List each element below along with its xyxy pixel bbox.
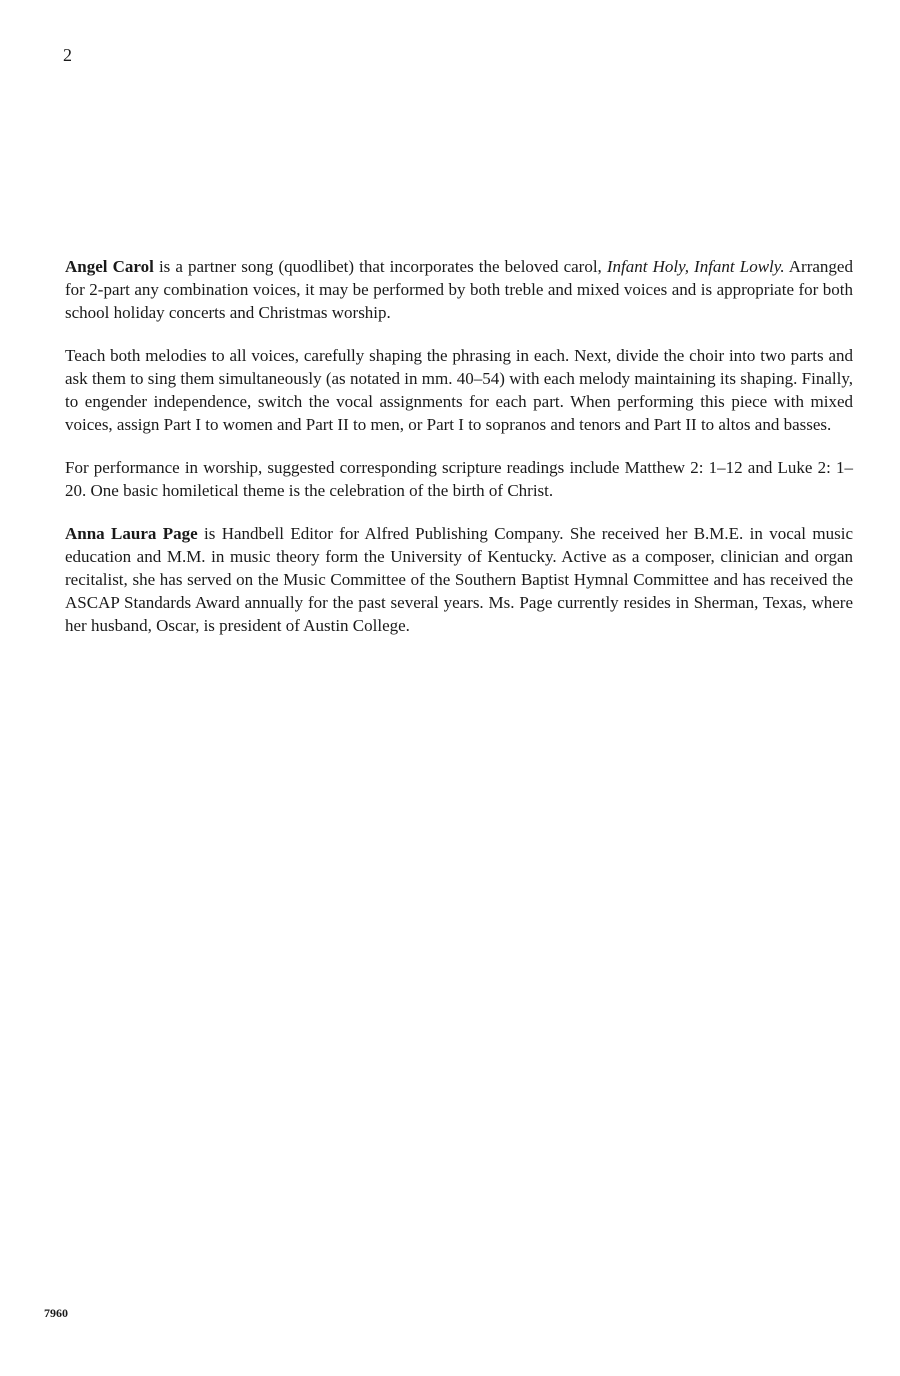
paragraph-worship: For performance in worship, suggested corresponding scripture readings include Matthew 2: 1–12 and Luke 2: 1–20. One basic homiletical theme is the celebration of the birth of Christ. bbox=[65, 458, 853, 500]
page-number: 2 bbox=[63, 45, 72, 65]
catalog-number: 7960 bbox=[44, 1306, 68, 1320]
intro-text-a: is a partner song (quodlibet) that incorporates the beloved carol, bbox=[153, 257, 607, 276]
paragraph-intro bbox=[65, 255, 853, 324]
paragraph-teaching: Teach both melodies to all voices, carefully shaping the phrasing in each. Next, divide the choir into two parts and ask them to sing them simultaneously (as notated in mm. 40–54) with each melody maintaining its shaping. Finally, to engender independence, switch the vocal assignments for each part. When performing this piece with mixed voices, assign Part I to women and Part II to men, or Part I to sopranos and tenors and Part II to altos and basses. bbox=[65, 346, 853, 434]
paragraph-bio bbox=[65, 522, 853, 637]
intro-text-b: Arranged for 2-part any combination voices, it may be performed by both treble and mixed voices and is appropriate for both school holiday concerts and Christmas worship. bbox=[65, 257, 853, 322]
song-title: Angel Carol bbox=[65, 257, 154, 276]
carol-title: Infant Holy, Infant Lowly. bbox=[606, 257, 785, 276]
bio-text: is Handbell Editor for Alfred Publishing Company. She received her B.M.E. in vocal music education and M.M. in music theory form the University of Kentucky. Active as a composer, clinician and organ recitalist, she has served on the Music Committee of the Southern Baptist Hymnal Committee and has received the ASCAP Standards Award annually for the past several years. Ms. Page currently resides in Sherman, Texas, where her husband, Oscar, is president of Austin College. bbox=[65, 524, 853, 635]
composer-name: Anna Laura Page bbox=[65, 524, 198, 543]
main-text bbox=[65, 255, 853, 657]
